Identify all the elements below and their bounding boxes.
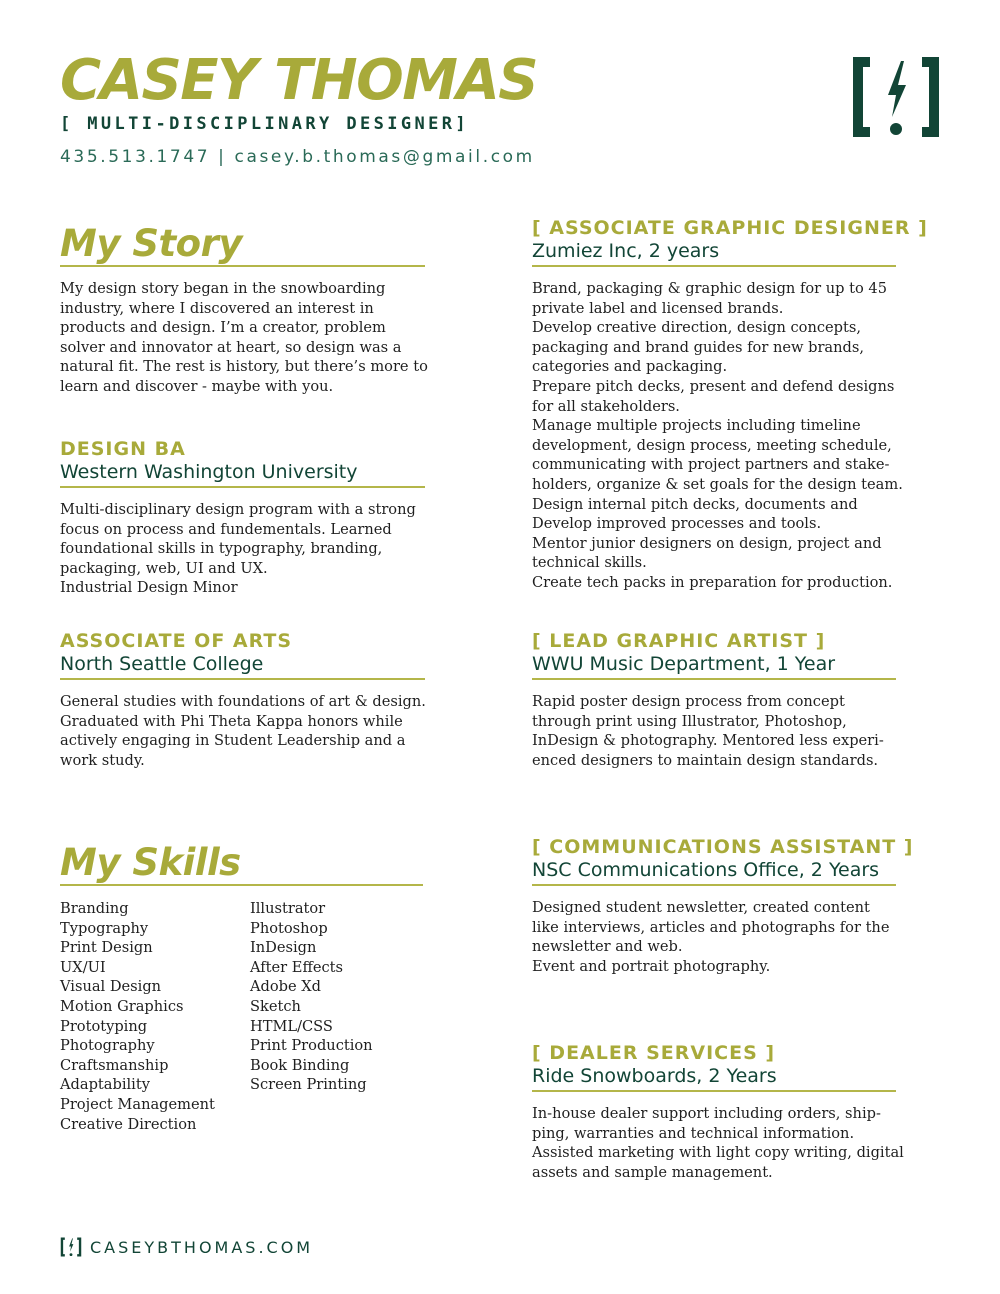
job-line: enced designers to maintain design standards.	[532, 751, 879, 769]
job-line: communicating with project partners and stake-	[532, 456, 890, 474]
job-line: newsletter and web.	[532, 938, 683, 956]
job-title: [ DEALER SERVICES ]	[532, 1042, 776, 1064]
experience-item	[532, 1042, 904, 1182]
job-line: categories and packaging.	[532, 358, 728, 376]
job-line: technical skills.	[532, 554, 647, 572]
skill-item: UX/UI	[60, 958, 106, 976]
job-line: ping, warranties and technical information.	[532, 1124, 855, 1142]
degree-title: DESIGN BA	[60, 438, 186, 460]
job-org: WWU Music Department, 1 Year	[532, 653, 836, 675]
job-line: through print using Illustrator, Photoshop,	[532, 712, 847, 730]
skill-item: InDesign	[250, 939, 317, 957]
job-description	[532, 279, 903, 593]
job-org: Ride Snowboards, 2 Years	[532, 1065, 777, 1087]
skill-item: After Effects	[250, 958, 343, 976]
contact-info: 435.513.1747 | casey.b.thomas@gmail.com	[60, 147, 535, 167]
education-line: work study.	[60, 751, 145, 769]
footer	[60, 1236, 313, 1258]
job-title: [ ASSOCIATE GRAPHIC DESIGNER ]	[532, 217, 928, 239]
resume-tagline: [ MULTI-DISCIPLINARY DESIGNER]	[60, 114, 470, 134]
skills-list-tools	[250, 899, 373, 1134]
job-org: Zumiez Inc, 2 years	[532, 240, 720, 262]
bracket-exclamation-logo-icon	[850, 55, 942, 139]
job-line: private label and licensed brands.	[532, 299, 784, 317]
education-line: focus on process and fundementals. Learned	[60, 520, 392, 538]
story-title: My Story	[60, 222, 242, 265]
job-line: Event and portrait photography.	[532, 957, 771, 975]
job-line: holders, organize & set goals for the design team.	[532, 475, 903, 493]
skills-section	[60, 841, 423, 1134]
job-description	[532, 1104, 904, 1182]
education-item	[60, 630, 425, 770]
job-org: NSC Communications Office, 2 Years	[532, 859, 880, 881]
job-line: InDesign & photography. Mentored less experi-	[532, 732, 884, 750]
story-text	[60, 279, 428, 397]
skill-item: Typography	[60, 919, 149, 937]
school-name: Western Washington University	[60, 461, 358, 483]
education-line: Multi-disciplinary design program with a strong	[60, 501, 416, 518]
story-line: My design story began in the snowboarding	[60, 280, 386, 297]
skill-item: Creative Direction	[60, 1115, 197, 1133]
story-line: industry, where I discovered an interest in	[60, 299, 374, 317]
experience-divider	[532, 1090, 896, 1092]
skill-item: Print Design	[60, 939, 153, 957]
skill-item: HTML/CSS	[250, 1017, 333, 1035]
experience-divider	[532, 265, 896, 267]
job-title: [ COMMUNICATIONS ASSISTANT ]	[532, 836, 914, 858]
job-description	[532, 898, 896, 976]
experience-item	[532, 630, 896, 770]
bracket-exclamation-icon	[60, 1237, 82, 1257]
job-line: assets and sample management.	[532, 1163, 773, 1181]
skill-item: Adobe Xd	[250, 978, 322, 996]
school-name: North Seattle College	[60, 653, 264, 675]
job-line: development, design process, meeting schedule,	[532, 436, 892, 454]
job-line: Develop improved processes and tools.	[532, 515, 822, 533]
education-line: Graduated with Phi Theta Kappa honors while	[60, 712, 403, 730]
skill-item: Book Binding	[250, 1056, 350, 1074]
skill-item: Branding	[60, 900, 129, 917]
skill-item: Prototyping	[60, 1017, 148, 1035]
job-line: Prepare pitch decks, present and defend designs	[532, 377, 895, 395]
story-line: products and design. I’m a creator, problem	[60, 319, 386, 337]
job-line: Rapid poster design process from concept	[532, 693, 845, 710]
experience-item	[532, 836, 914, 976]
skill-item: Illustrator	[250, 900, 326, 917]
job-line: Manage multiple projects including timeline	[532, 417, 861, 435]
website-link[interactable]: CASEYBTHOMAS.COM	[90, 1237, 314, 1257]
job-line: Designed student newsletter, created content	[532, 899, 870, 916]
story-section	[60, 222, 428, 397]
education-divider	[60, 678, 425, 680]
education-line: Industrial Design Minor	[60, 579, 238, 597]
skills-list-design	[60, 899, 250, 1134]
job-line: like interviews, articles and photographs for the	[532, 918, 890, 936]
job-line: Design internal pitch decks, documents and	[532, 495, 858, 513]
skills-columns	[60, 899, 423, 1134]
job-line: In-house dealer support including orders, ship-	[532, 1105, 881, 1122]
skill-item: Print Production	[250, 1037, 373, 1055]
education-description	[60, 692, 425, 770]
job-line: Develop creative direction, design concepts,	[532, 319, 862, 337]
job-title: [ LEAD GRAPHIC ARTIST ]	[532, 630, 826, 652]
job-line: Brand, packaging & graphic design for up to 45	[532, 280, 887, 297]
experience-divider	[532, 678, 896, 680]
job-line: for all stakeholders.	[532, 397, 680, 415]
experience-item	[532, 217, 928, 593]
skill-item: Project Management	[60, 1095, 215, 1113]
story-line: natural fit. The rest is history, but there’s more to	[60, 358, 428, 376]
education-divider	[60, 486, 425, 488]
education-description	[60, 500, 425, 598]
resume-name: CASEY THOMAS	[60, 48, 538, 113]
skill-item: Craftsmanship	[60, 1056, 169, 1074]
skill-item: Photography	[60, 1037, 155, 1055]
skill-item: Photoshop	[250, 919, 328, 937]
story-line: learn and discover - maybe with you.	[60, 377, 334, 395]
degree-title: ASSOCIATE OF ARTS	[60, 630, 293, 652]
education-line: packaging, web, UI and UX.	[60, 559, 268, 577]
job-line: Create tech packs in preparation for production.	[532, 573, 893, 591]
education-item	[60, 438, 425, 598]
job-line: Mentor junior designers on design, project and	[532, 534, 882, 552]
education-line: General studies with foundations of art & design.	[60, 693, 426, 710]
story-line: solver and innovator at heart, so design was a	[60, 338, 402, 356]
skill-item: Adaptability	[60, 1076, 150, 1094]
skill-item: Motion Graphics	[60, 997, 184, 1015]
job-line: Assisted marketing with light copy writing, digital	[532, 1144, 904, 1162]
skills-title: My Skills	[60, 841, 241, 884]
experience-divider	[532, 884, 896, 886]
job-line: packaging and brand guides for new brands,	[532, 338, 865, 356]
job-description	[532, 692, 896, 770]
skill-item: Screen Printing	[250, 1076, 367, 1094]
skill-item: Visual Design	[60, 978, 162, 996]
education-line: actively engaging in Student Leadership and a	[60, 732, 406, 750]
skill-item: Sketch	[250, 997, 301, 1015]
education-line: foundational skills in typography, branding,	[60, 540, 383, 558]
